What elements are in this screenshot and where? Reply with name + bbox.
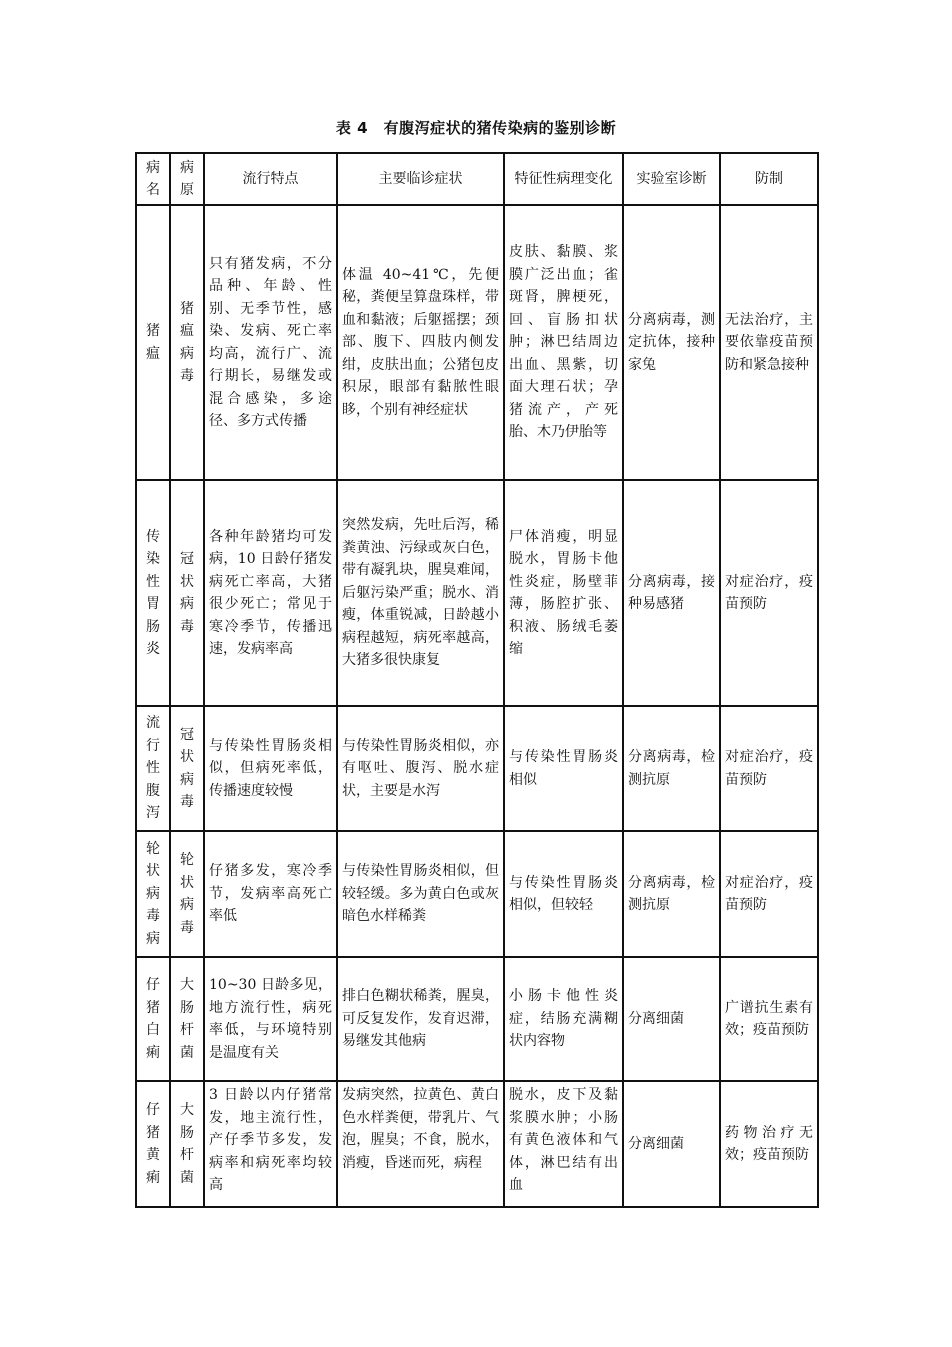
diagnosis-table bbox=[135, 152, 819, 1208]
header-pathogen: 病原 bbox=[170, 153, 204, 205]
disease-name: 仔猪白痢 bbox=[136, 957, 170, 1081]
table-row bbox=[136, 205, 818, 480]
symptoms-cell: 体温 40~41℃，先便秘，粪便呈算盘珠样，带血和黏液；后躯摇摆；颈部、腹下、四肢内侧发绀，皮肤出血；公猪包皮积尿，眼部有黏脓性眼眵，个别有神经症状 bbox=[337, 205, 504, 480]
header-control: 防制 bbox=[720, 153, 818, 205]
control-cell: 对症治疗，疫苗预防 bbox=[720, 706, 818, 831]
disease-name: 猪瘟 bbox=[136, 205, 170, 480]
pathogen-cell: 大肠杆菌 bbox=[170, 957, 204, 1081]
epidemiology-cell bbox=[204, 1081, 337, 1207]
control-cell: 对症治疗，疫苗预防 bbox=[720, 831, 818, 957]
lesions-cell: 与传染性胃肠炎相似，但较轻 bbox=[504, 831, 623, 957]
control-cell: 无法治疗，主要依靠疫苗预防和紧急接种 bbox=[720, 205, 818, 480]
epidemiology-cell: 仔猪多发，寒冷季节，发病率高死亡率低 bbox=[204, 831, 337, 957]
pathogen-cell: 猪瘟病毒 bbox=[170, 205, 204, 480]
epidemiology-cell: 与传染性胃肠炎相似，但病死率低，传播速度较慢 bbox=[204, 706, 337, 831]
table-row bbox=[136, 480, 818, 706]
lab-cell: 分离病毒，检测抗原 bbox=[623, 831, 720, 957]
epidemiology-cell: 只有猪发病，不分品种、年龄、性别、无季节性，感染、发病、死亡率均高，流行广、流行期长，易继发或混合感染，多途径、多方式传播 bbox=[204, 205, 337, 480]
symptoms-cell: 排白色糊状稀粪，腥臭，可反复发作，发育迟滞，易继发其他病 bbox=[337, 957, 504, 1081]
lab-cell: 分离病毒，测定抗体，接种家兔 bbox=[623, 205, 720, 480]
lesions-text: 脱水，皮下及黏浆膜水肿；小肠有黄色液体和气体，淋巴结有出血 bbox=[509, 1087, 618, 1193]
table-row bbox=[136, 706, 818, 831]
table-row bbox=[136, 957, 818, 1081]
lab-cell: 分离细菌 bbox=[623, 1081, 720, 1207]
pathogen-cell: 冠状病毒 bbox=[170, 480, 204, 706]
lab-cell: 分离病毒，接种易感猪 bbox=[623, 480, 720, 706]
header-lab: 实验室诊断 bbox=[623, 153, 720, 205]
symptoms-cell: 与传染性胃肠炎相似，但较轻缓。多为黄白色或灰暗色水样稀粪 bbox=[337, 831, 504, 957]
table-row bbox=[136, 831, 818, 957]
pathogen-cell: 轮状病毒 bbox=[170, 831, 204, 957]
table-row bbox=[136, 1081, 818, 1207]
header-name: 病名 bbox=[136, 153, 170, 205]
header-symptoms: 主要临诊症状 bbox=[337, 153, 504, 205]
lesions-cell bbox=[504, 1081, 623, 1207]
lesions-cell: 皮肤、黏膜、浆膜广泛出血；雀斑肾，脾梗死，回、盲肠扣状肿；淋巴结周边出血、黑紫，切面大理石状；孕猪流产，产死胎、木乃伊胎等 bbox=[504, 205, 623, 480]
lesions-cell: 尸体消瘦，明显脱水，胃肠卡他性炎症，肠壁菲薄，肠腔扩张、积液、肠绒毛萎缩 bbox=[504, 480, 623, 706]
epidemiology-cell: 10~30 日龄多见，地方流行性，病死率低，与环境特别是温度有关 bbox=[204, 957, 337, 1081]
pathogen-cell: 冠状病毒 bbox=[170, 706, 204, 831]
control-cell: 药物治疗无效；疫苗预防 bbox=[720, 1081, 818, 1207]
control-cell: 对症治疗，疫苗预防 bbox=[720, 480, 818, 706]
pathogen-cell: 大肠杆菌 bbox=[170, 1081, 204, 1207]
epidemiology-text: 3 日龄以内仔猪常发，地主流行性，产仔季节多发，发病率和病死率均较高 bbox=[209, 1087, 332, 1193]
symptoms-cell: 与传染性胃肠炎相似，亦有呕吐、腹泻、脱水症状，主要是水泻 bbox=[337, 706, 504, 831]
lab-cell: 分离病毒，检测抗原 bbox=[623, 706, 720, 831]
symptoms-text: 发病突然，拉黄色、黄白色水样粪便，带乳片、气泡，腥臭；不食，脱水，消瘦，昏迷而死，病程 bbox=[342, 1087, 499, 1171]
disease-name: 仔猪黄痢 bbox=[136, 1081, 170, 1207]
epidemiology-cell: 各种年龄猪均可发病，10 日龄仔猪发病死亡率高，大猪很少死亡；常见于寒冷季节，传播迅速，发病率高 bbox=[204, 480, 337, 706]
table-caption: 表 4 有腹泻症状的猪传染病的鉴别诊断 bbox=[335, 119, 617, 137]
lesions-cell: 与传染性胃肠炎相似 bbox=[504, 706, 623, 831]
disease-name: 轮状病毒病 bbox=[136, 831, 170, 957]
lesions-cell: 小肠卡他性炎症，结肠充满糊状内容物 bbox=[504, 957, 623, 1081]
header-row bbox=[136, 153, 818, 205]
symptoms-cell: 突然发病，先吐后泻，稀粪黄浊、污绿或灰白色，带有凝乳块，腥臭难闻，后躯污染严重；脱水、消瘦，体重锐减，日龄越小病程越短，病死率越高，大猪多很快康复 bbox=[337, 480, 504, 706]
control-cell: 广谱抗生素有效；疫苗预防 bbox=[720, 957, 818, 1081]
disease-name: 传染性胃肠炎 bbox=[136, 480, 170, 706]
symptoms-cell bbox=[337, 1081, 504, 1207]
disease-name: 流行性腹泻 bbox=[136, 706, 170, 831]
header-lesions: 特征性病理变化 bbox=[504, 153, 623, 205]
header-epidemiology: 流行特点 bbox=[204, 153, 337, 205]
lab-cell: 分离细菌 bbox=[623, 957, 720, 1081]
